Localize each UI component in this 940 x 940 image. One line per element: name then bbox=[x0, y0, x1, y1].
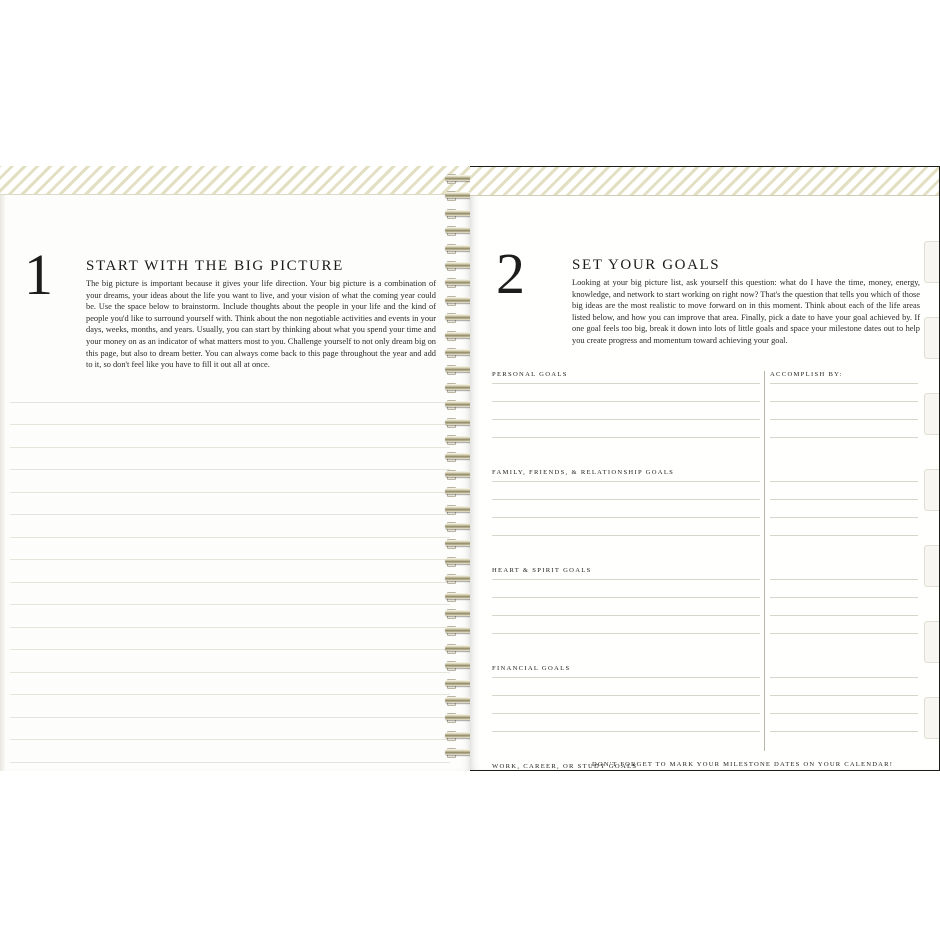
right-page-content bbox=[492, 195, 921, 770]
goal-entry-line[interactable] bbox=[492, 499, 760, 500]
goal-entry-line[interactable] bbox=[492, 731, 760, 732]
edge-tab[interactable] bbox=[924, 621, 939, 663]
goal-section-label: WORK, CAREER, OR STUDY GOALS bbox=[492, 763, 638, 770]
writing-line[interactable] bbox=[10, 403, 450, 426]
goal-entry-line[interactable] bbox=[492, 713, 760, 714]
writing-line[interactable] bbox=[10, 650, 450, 673]
left-page bbox=[0, 166, 470, 771]
stripe-band-left bbox=[0, 166, 470, 195]
accomplish-by-line[interactable] bbox=[770, 677, 918, 678]
accomplish-by-header: ACCOMPLISH BY: bbox=[770, 371, 843, 378]
edge-tab[interactable] bbox=[924, 317, 939, 359]
writing-line[interactable] bbox=[10, 493, 450, 516]
writing-line[interactable] bbox=[10, 470, 450, 493]
page-edge-shadow bbox=[0, 166, 6, 771]
accomplish-by-line[interactable] bbox=[770, 597, 918, 598]
goal-entry-line[interactable] bbox=[492, 633, 760, 634]
edge-tab[interactable] bbox=[924, 393, 939, 435]
writing-line[interactable] bbox=[10, 763, 450, 772]
goal-entry-line[interactable] bbox=[492, 677, 760, 678]
writing-line[interactable] bbox=[10, 605, 450, 628]
right-page-body: Looking at your big picture list, ask yourself this question: what do I have the time, money, energy, knowledge, and network to start working on right now? That's the question that tells you which of those big ideas are the most realistic to move forward on in this moment. Think about each of the life areas listed below, and how you can improve that area. Finally, pick a date to have your goal achieved by. If one goal feels too big, break it down into lots of little goals and space your milestone dates out to help you create progress and momentum toward achieving your goal. bbox=[572, 278, 920, 345]
goal-entry-line[interactable] bbox=[492, 615, 760, 616]
goal-entry-line[interactable] bbox=[492, 535, 760, 536]
left-page-title: START WITH THE BIG PICTURE bbox=[86, 258, 344, 274]
writing-line[interactable] bbox=[10, 695, 450, 718]
edge-tab[interactable] bbox=[924, 697, 939, 739]
footer-note: DON'T FORGET TO MARK YOUR MILESTONE DATES ON YOUR CALENDAR! bbox=[592, 761, 894, 768]
goal-entry-line[interactable] bbox=[492, 695, 760, 696]
edge-tab[interactable] bbox=[924, 545, 939, 587]
writing-line[interactable] bbox=[10, 560, 450, 583]
goal-section-label: PERSONAL GOALS bbox=[492, 371, 568, 378]
step-number-2: 2 bbox=[496, 241, 525, 306]
accomplish-by-line[interactable] bbox=[770, 517, 918, 518]
accomplish-by-line[interactable] bbox=[770, 383, 918, 384]
goal-entry-line[interactable] bbox=[492, 481, 760, 482]
accomplish-by-line[interactable] bbox=[770, 481, 918, 482]
column-divider bbox=[764, 371, 765, 751]
writing-line[interactable] bbox=[10, 515, 450, 538]
step-number-1: 1 bbox=[24, 242, 53, 307]
accomplish-by-line[interactable] bbox=[770, 419, 918, 420]
goal-entry-line[interactable] bbox=[492, 517, 760, 518]
edge-tab[interactable] bbox=[924, 241, 939, 283]
left-page-content bbox=[10, 194, 456, 771]
goal-entry-line[interactable] bbox=[492, 419, 760, 420]
left-writing-lines[interactable] bbox=[10, 380, 450, 771]
stripe-band-right bbox=[470, 167, 939, 196]
goal-entry-line[interactable] bbox=[492, 437, 760, 438]
goal-section-label: HEART & SPIRIT GOALS bbox=[492, 567, 592, 574]
left-page-body: The big picture is important because it gives your life direction. Your big picture is a combination of your dreams, your ideas about the life you want to live, and your vision of what the coming year could be. Use the space below to brainstorm. Include thoughts about the people in your life and the kind of people you'd like to surround yourself with. Think about the non negotiable activities and events in your days, weeks, months, and years. Usually, you can start by thinking about what you spend your time and your money on as an indicator of what matters most to you. Challenge yourself to not only dream big on this page, but also to dream better. You can always come back to this page throughout the year and add to it, so don't feel like you have to fill it out all at once. bbox=[86, 279, 436, 370]
accomplish-by-line[interactable] bbox=[770, 401, 918, 402]
right-page-title: SET YOUR GOALS bbox=[572, 257, 721, 273]
goal-entry-line[interactable] bbox=[492, 401, 760, 402]
accomplish-by-line[interactable] bbox=[770, 713, 918, 714]
accomplish-by-line[interactable] bbox=[770, 615, 918, 616]
writing-line[interactable] bbox=[10, 583, 450, 606]
writing-line[interactable] bbox=[10, 718, 450, 741]
writing-line[interactable] bbox=[10, 425, 450, 448]
writing-line[interactable] bbox=[10, 448, 450, 471]
accomplish-by-line[interactable] bbox=[770, 633, 918, 634]
accomplish-by-line[interactable] bbox=[770, 695, 918, 696]
accomplish-by-line[interactable] bbox=[770, 499, 918, 500]
accomplish-by-line[interactable] bbox=[770, 437, 918, 438]
goal-entry-line[interactable] bbox=[492, 579, 760, 580]
accomplish-by-line[interactable] bbox=[770, 535, 918, 536]
edge-tab[interactable] bbox=[924, 469, 939, 511]
goal-section-label: FAMILY, FRIENDS, & RELATIONSHIP GOALS bbox=[492, 469, 675, 476]
right-page bbox=[470, 166, 940, 771]
goal-entry-line[interactable] bbox=[492, 597, 760, 598]
writing-line[interactable] bbox=[10, 740, 450, 763]
accomplish-by-line[interactable] bbox=[770, 579, 918, 580]
writing-line[interactable] bbox=[10, 628, 450, 651]
writing-line[interactable] bbox=[10, 380, 450, 403]
writing-line[interactable] bbox=[10, 538, 450, 561]
goal-entry-line[interactable] bbox=[492, 383, 760, 384]
writing-line[interactable] bbox=[10, 673, 450, 696]
goal-section-label: FINANCIAL GOALS bbox=[492, 665, 571, 672]
accomplish-by-line[interactable] bbox=[770, 731, 918, 732]
